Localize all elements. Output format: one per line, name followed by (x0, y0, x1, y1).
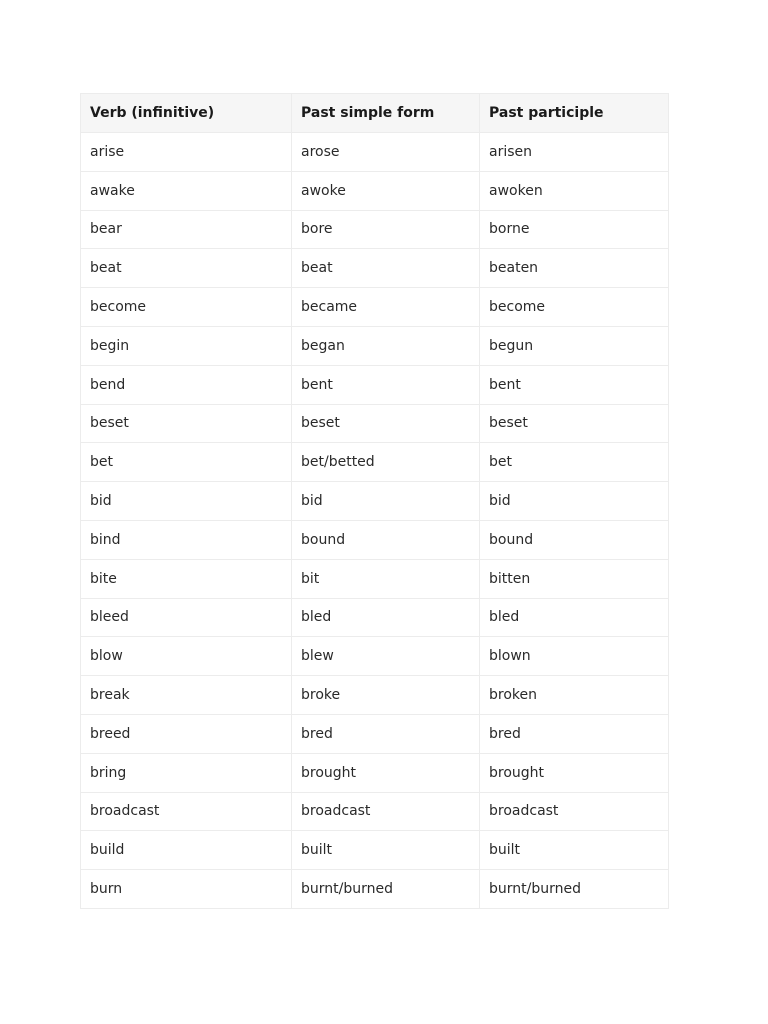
cell-past-participle: blown (480, 637, 669, 676)
cell-past-simple: bit (292, 559, 480, 598)
cell-past-simple: bore (292, 210, 480, 249)
cell-infinitive: bid (81, 482, 292, 521)
cell-infinitive: break (81, 676, 292, 715)
cell-infinitive: bring (81, 753, 292, 792)
table-row (81, 365, 669, 404)
cell-past-participle: bred (480, 714, 669, 753)
table-row (81, 792, 669, 831)
cell-past-simple: beset (292, 404, 480, 443)
cell-past-participle: broadcast (480, 792, 669, 831)
header-past-simple: Past simple form (292, 94, 480, 133)
table-row (81, 753, 669, 792)
cell-past-participle: built (480, 831, 669, 870)
table-row (81, 559, 669, 598)
cell-past-participle: borne (480, 210, 669, 249)
cell-past-participle: awoken (480, 171, 669, 210)
cell-past-simple: built (292, 831, 480, 870)
cell-infinitive: breed (81, 714, 292, 753)
cell-past-simple: became (292, 288, 480, 327)
cell-past-simple: bled (292, 598, 480, 637)
cell-infinitive: burn (81, 870, 292, 909)
cell-past-simple: bet/betted (292, 443, 480, 482)
table-row (81, 404, 669, 443)
cell-infinitive: blow (81, 637, 292, 676)
cell-past-participle: beaten (480, 249, 669, 288)
cell-past-participle: begun (480, 326, 669, 365)
table-row (81, 676, 669, 715)
cell-past-participle: bid (480, 482, 669, 521)
table-row (81, 326, 669, 365)
cell-infinitive: arise (81, 133, 292, 172)
table-row (81, 443, 669, 482)
table-row (81, 288, 669, 327)
cell-past-participle: become (480, 288, 669, 327)
cell-past-participle: bitten (480, 559, 669, 598)
header-row (81, 94, 669, 133)
table-row (81, 870, 669, 909)
cell-infinitive: bite (81, 559, 292, 598)
cell-past-simple: burnt/burned (292, 870, 480, 909)
cell-past-simple: bent (292, 365, 480, 404)
table-row (81, 482, 669, 521)
table-row (81, 598, 669, 637)
cell-infinitive: bleed (81, 598, 292, 637)
cell-past-simple: awoke (292, 171, 480, 210)
cell-past-simple: bred (292, 714, 480, 753)
cell-infinitive: bear (81, 210, 292, 249)
cell-infinitive: broadcast (81, 792, 292, 831)
cell-past-participle: bet (480, 443, 669, 482)
table-row (81, 133, 669, 172)
cell-past-simple: arose (292, 133, 480, 172)
header-past-participle: Past participle (480, 94, 669, 133)
cell-infinitive: bend (81, 365, 292, 404)
cell-infinitive: beset (81, 404, 292, 443)
table-row (81, 249, 669, 288)
cell-infinitive: bind (81, 520, 292, 559)
cell-infinitive: beat (81, 249, 292, 288)
table-row (81, 210, 669, 249)
cell-past-simple: blew (292, 637, 480, 676)
cell-past-simple: bound (292, 520, 480, 559)
table-row (81, 831, 669, 870)
header-verb-infinitive: Verb (infinitive) (81, 94, 292, 133)
cell-past-simple: broadcast (292, 792, 480, 831)
cell-past-participle: brought (480, 753, 669, 792)
cell-infinitive: begin (81, 326, 292, 365)
cell-infinitive: build (81, 831, 292, 870)
cell-past-participle: beset (480, 404, 669, 443)
table-body (81, 133, 669, 909)
cell-infinitive: awake (81, 171, 292, 210)
cell-past-simple: bid (292, 482, 480, 521)
cell-past-participle: broken (480, 676, 669, 715)
cell-past-simple: brought (292, 753, 480, 792)
cell-past-participle: bled (480, 598, 669, 637)
cell-past-simple: broke (292, 676, 480, 715)
table-row (81, 520, 669, 559)
cell-past-simple: beat (292, 249, 480, 288)
cell-infinitive: bet (81, 443, 292, 482)
cell-past-participle: burnt/burned (480, 870, 669, 909)
irregular-verbs-table (80, 93, 669, 909)
cell-past-participle: arisen (480, 133, 669, 172)
table-row (81, 171, 669, 210)
cell-past-participle: bound (480, 520, 669, 559)
table-header (81, 94, 669, 133)
table-row (81, 714, 669, 753)
table-row (81, 637, 669, 676)
cell-past-participle: bent (480, 365, 669, 404)
cell-past-simple: began (292, 326, 480, 365)
cell-infinitive: become (81, 288, 292, 327)
